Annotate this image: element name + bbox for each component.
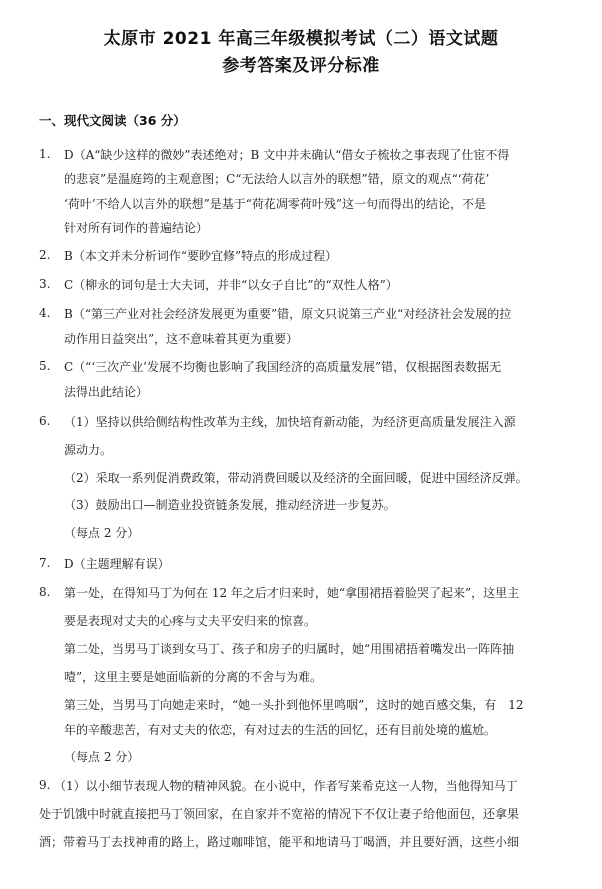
answer-line: D（A“缺少这样的微妙”表述绝对；B 文中并未确认“借女子梳妆之事表现了仕宦不得 (64, 148, 510, 162)
item-number: 5. (39, 359, 51, 373)
answer-line: （3）鼓励出口—制造业投资链条发展，推动经济进一步复苏。 (64, 498, 396, 512)
answer-line: 第二处，当男马丁谈到女马丁、孩子和房子的归属时，她“用围裙捂着嘴发出一阵阵抽 (64, 642, 515, 656)
answer-line: ‘荷叶’不给人以言外的联想”是基于“荷花凋零荷叶残”这一句而得出的结论，不是 (64, 197, 487, 211)
answer-line: 噎”，这里主要是她面临新的分离的不舍与为难。 (64, 670, 323, 684)
answer-line: B（“第三产业对社会经济发展更为重要”错，原文只说第三产业“对经济社会发展的拉 (64, 307, 512, 321)
item-number: 7. (39, 556, 51, 570)
answer-line: （1）坚持以供给侧结构性改革为主线，加快培育新动能，为经济更高质量发展注入源 (64, 415, 516, 429)
answer-line: 第三处，当男马丁向她走来时，“她一头扑到他怀里鸣咽”，这时的她百感交集，有 12 (64, 698, 524, 712)
item-number: 8. (39, 585, 51, 599)
answer-line: 法得出此结论） (64, 385, 149, 399)
item-number: 1. (39, 147, 51, 161)
answer-line: （每点 2 分） (64, 750, 140, 764)
answer-line: 源动力。 (64, 443, 113, 457)
section-heading: 一、现代文阅读（36 分） (39, 113, 186, 128)
answer-line: C（“‘三次产业’发展不均衡也影响了我国经济的高质量发展”错，仅根据图表数据无 (64, 360, 502, 374)
answer-line: 动作用日益突出”，这不意味着其更为重要） (64, 332, 299, 346)
answer-line: （每点 2 分） (64, 526, 140, 540)
item-number: 2. (39, 248, 51, 262)
item-number: 6. (39, 414, 51, 428)
item-number: 9. (39, 778, 51, 792)
item-number: 4. (39, 306, 51, 320)
item-number: 3. (39, 277, 51, 291)
answer-line: 要是表现对丈夫的心疼与丈夫平安归来的惊喜。 (64, 614, 317, 628)
answer-line: C（柳永的词句是士大夫词，并非“以女子自比”的“双性人格”） (64, 278, 398, 292)
answer-line: （2）采取一系列促消费政策，带动消费回暖以及经济的全面回暖，促进中国经济反弹。 (64, 471, 528, 485)
document-title: 太原市 2021 年高三年级模拟考试（二）语文试题 (103, 29, 499, 49)
answer-line: 年的辛酸悲苦，有对丈夫的依恋，有对过去的生活的回忆，还有目前处境的尴尬。 (64, 723, 497, 737)
document-subtitle: 参考答案及评分标准 (222, 56, 380, 76)
answer-line: 的悲哀”是温庭筠的主观意图；C“无法给人以言外的联想”错，原文的观点“‘荷花’ (64, 172, 490, 186)
answer-line: 第一处，在得知马丁为何在 12 年之后才归来时，她“拿围裙捂着脸哭了起来”，这里主 (64, 586, 520, 600)
answer-line: D（主题理解有误） (64, 557, 170, 571)
answer-line: B（本文并未分析词作“要眇宜修”特点的形成过程） (64, 249, 338, 263)
answer-line: （1）以小细节表现人物的精神风貌。在小说中，作者写莱希克这一人物，当他得知马丁 (54, 779, 518, 793)
answer-line: 针对所有词作的普遍结论） (64, 221, 209, 235)
answer-line: 处于饥饿中时就直接把马丁领回家，在自家并不宽裕的情况下不仅让妻子给他面包，还拿果 (39, 807, 520, 821)
answer-line: 酒；带着马丁去找神甫的路上，路过咖啡馆，能平和地请马丁喝酒，并且要好酒，这些小细 (39, 835, 520, 849)
